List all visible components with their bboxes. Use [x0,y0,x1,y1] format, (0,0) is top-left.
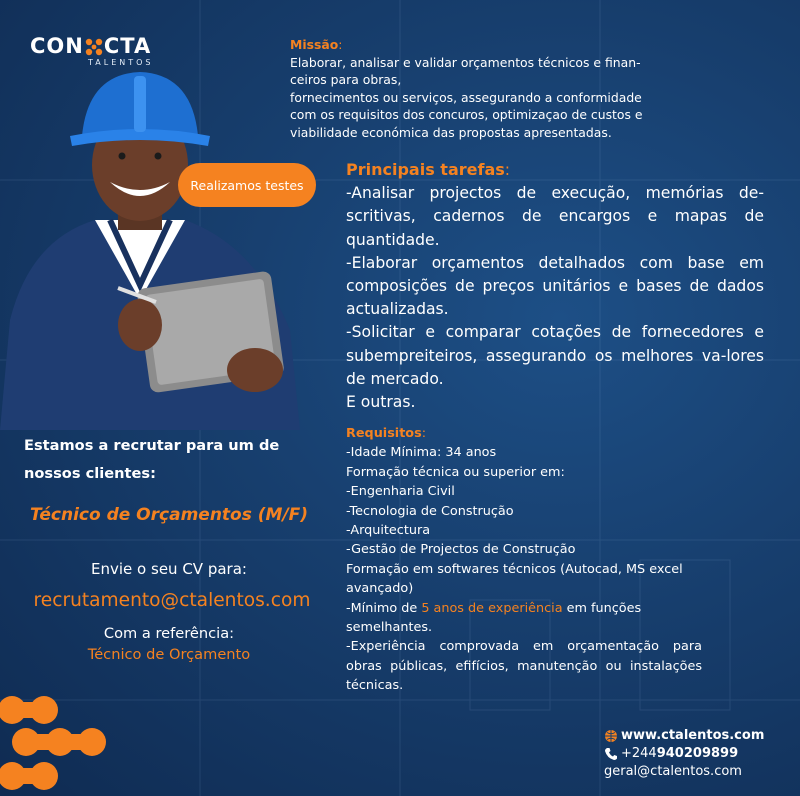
phone-prefix: +244 [621,746,657,761]
experience-suffix: em funções semelhantes. [346,600,642,636]
contact-email-text: geral@ctalentos.com [604,764,742,779]
requirement-line: -Gestão de Projectos de Construção [346,542,576,558]
mission-line: fornecimentos ou serviços, assegurando a conformidade [290,89,642,105]
worker-illustration [0,70,310,430]
requirement-line: -Engenharia Civil [346,484,455,500]
phone-icon [604,747,618,761]
recruitment-email-link[interactable]: recrutamento@ctalentos.com [33,590,311,611]
requirement-line: -Tecnologia de Construção [346,503,514,519]
experience-requirement [346,599,702,638]
job-title: Técnico de Orçamentos (M/F) [29,505,309,525]
requirements-title: Requisitos [346,426,422,441]
task-item: -Solicitar e comparar cotações de fornecedores e subempreiteiros, assegurando os melhores va-lores de mercado. [346,323,764,388]
mission-line: ceiros para obras, [290,72,402,88]
reference-value: Técnico de Orçamento [87,646,251,663]
website-text: www.ctalentos.com [621,728,765,743]
brand-subtitle: TALENTOS [88,58,154,67]
requirement-line: -Arquitectura [346,523,431,539]
brand-name-part2: CTA [103,34,152,58]
requirement-line: -Idade Mínima: 34 anos [346,445,497,461]
reference-label: Com a referência: [103,625,235,642]
recruit-intro: Estamos a recrutar para um de nossos clientes: [24,437,280,482]
mission-line: Elaborar, analisar e validar orçamentos técnicos e finan- [290,54,641,70]
task-item: E outras. [346,393,416,412]
mission-line: com os requisitos dos concuros, optimizaçao de custos e [290,107,643,123]
task-item: -Elaborar orçamentos detalhados com base em composições de preços unitários e bases de dados actualizadas. [346,253,764,319]
brand-logo [30,34,154,67]
phone-number: 940209899 [656,746,739,761]
tasks-section: Principais tarefas: -Analisar projectos de execução, memórias de-scritivas, cadernos de encargos e mapas de quantidade. -Elaborar orçamentos detalhados com base em composições de preços unitários e bases de dados actualizadas. -Solicitar e comparar cotações de fornecedores e subempreiteiros, assegurando os melhores va-lores de mercado. E outras. [346,158,764,414]
website-link[interactable] [604,727,764,745]
mission-section: Missão: Elaborar, analisar e validar orçamentos técnicos e finan- ceiros para obras, fornecimentos ou serviços, assegurando a conformidade com os requisitos dos concuros, optimizaçao de custos e viabilidade económica das propostas apresentadas. [290,36,730,142]
contacts-block [604,727,764,781]
decorative-dots [0,690,110,796]
brand-name-part1: CON [30,34,84,58]
requirements-section: Requisitos: -Idade Mínima: 34 anos Formação técnica ou superior em: -Engenharia Civil -Tecnologia de Construção -Arquitectura -Gestão de Projectos de Construção Formação em softwares técnicos (Autocad, MS excel avançado) -Mínimo de 5 anos de experiência em funções semelhantes. -Experiência comprovada em orçamentação para obras públicas, efifícios, manutenção ou instalações técnicas. [346,424,702,696]
brand-x-icon [85,37,103,55]
send-cv-label: Envie o seu CV para: [91,560,247,578]
requirement-line: Formação técnica ou superior em: [346,464,565,480]
phone-link[interactable] [604,745,764,763]
requirement-line: -Experiência comprovada em orçamentação para obras públicas, efifícios, manutenção ou instalações técnicas. [346,639,702,694]
contact-email-link[interactable] [604,763,764,781]
tests-badge: Realizamos testes [178,163,316,207]
globe-icon [604,729,618,743]
experience-highlight: 5 anos de experiência [421,600,563,616]
mission-line: viabilidade económica das propostas apresentadas. [290,124,612,140]
experience-prefix: -Mínimo de [346,600,422,616]
mission-title: Missão [290,37,339,52]
tasks-title: Principais tarefas [346,160,505,179]
requirement-line: Formação em softwares técnicos (Autocad, MS excel avançado) [346,561,683,597]
task-item: -Analisar projectos de execução, memórias de-scritivas, cadernos de encargos e mapas de quantidade. [346,184,764,249]
